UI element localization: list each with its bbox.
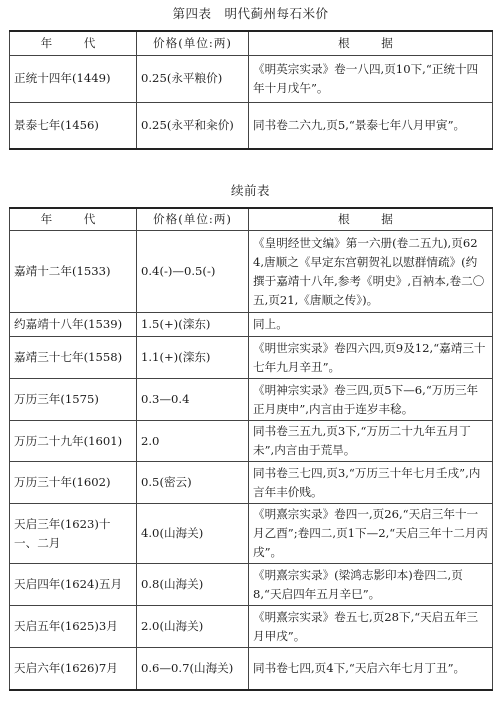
cell-period: 约嘉靖十八年(1539): [10, 313, 137, 337]
table-header-row: [10, 31, 493, 55]
header-source: 根 据: [249, 31, 493, 55]
table-row: [10, 55, 493, 102]
table-row: [10, 462, 493, 504]
cell-price: 0.5(密云): [137, 462, 249, 504]
cell-period: 嘉靖三十七年(1558): [10, 337, 137, 379]
cell-source: 《明熹宗实录》(梁鸿志影印本)卷四二,页8,“天启四年五月辛巳”。: [249, 564, 493, 606]
cell-period: 景泰七年(1456): [10, 102, 137, 149]
table-row: [10, 648, 493, 690]
cell-period: 万历二十九年(1601): [10, 421, 137, 462]
table-row: [10, 421, 493, 462]
cell-source: 同书卷三七四,页3,“万历三十年七月壬戌”,内言年丰价贱。: [249, 462, 493, 504]
cell-source: 同上。: [249, 313, 493, 337]
cell-source: 同书卷二六九,页5,“景泰七年八月甲寅”。: [249, 102, 493, 149]
cell-period: 万历三十年(1602): [10, 462, 137, 504]
cell-price: 1.5(+)(滦东): [137, 313, 249, 337]
cell-source: 《明世宗实录》卷四六四,页9及12,“嘉靖三十七年九月辛丑”。: [249, 337, 493, 379]
cell-period: 天启六年(1626)7月: [10, 648, 137, 690]
cell-price: 0.25(永平和籴价): [137, 102, 249, 149]
table-header-row: [10, 208, 493, 231]
cell-source: 《皇明经世文编》第一六册(卷二五九),页624,唐顺之《早定东宫朝贺礼以慰群情疏》(约撰于嘉靖十八年,参考《明史》,百衲本,卷二〇五,页21,《唐顺之传》)。: [249, 231, 493, 313]
table2-caption: 续前表: [230, 183, 270, 198]
table-row: [10, 337, 493, 379]
cell-source: 《明熹宗实录》卷四一,页26,“天启三年十一月乙酉”;卷四二,页1下—2,“天启三年十二月丙戌”。: [249, 504, 493, 564]
cell-price: 2.0: [137, 421, 249, 462]
header-price: 价格(单位:两): [137, 31, 249, 55]
table-row: [10, 102, 493, 149]
cell-price: 0.25(永平粮价): [137, 55, 249, 102]
header-source: 根 据: [249, 208, 493, 231]
cell-source: 《明熹宗实录》卷五七,页28下,“天启五年三月甲戌”。: [249, 606, 493, 648]
cell-price: 0.8(山海关): [137, 564, 249, 606]
cell-price: 0.4(-)—0.5(-): [137, 231, 249, 313]
cell-period: 正统十四年(1449): [10, 55, 137, 102]
cell-price: 0.6—0.7(山海关): [137, 648, 249, 690]
header-period: 年 代: [10, 31, 137, 55]
cell-source: 《明神宗实录》卷三四,页5下—6,“万历三年正月庚申”,内言由于连岁丰稔。: [249, 379, 493, 421]
rice-price-table-continued: [9, 207, 493, 691]
table-row: [10, 313, 493, 337]
cell-period: 万历三年(1575): [10, 379, 137, 421]
table1-caption: 第四表 明代蓟州每石米价: [172, 6, 329, 21]
table-row: [10, 606, 493, 648]
rice-price-table: [9, 30, 493, 150]
header-price: 价格(单位:两): [137, 208, 249, 231]
cell-price: 1.1(+)(滦东): [137, 337, 249, 379]
cell-price: 4.0(山海关): [137, 504, 249, 564]
table-row: [10, 231, 493, 313]
table-row: [10, 504, 493, 564]
cell-source: 同书卷三五九,页3下,“万历二十九年五月丁未”,内言由于荒旱。: [249, 421, 493, 462]
header-period: 年 代: [10, 208, 137, 231]
cell-period: 天启四年(1624)五月: [10, 564, 137, 606]
cell-period: 天启三年(1623)十一、二月: [10, 504, 137, 564]
cell-period: 嘉靖十二年(1533): [10, 231, 137, 313]
cell-source: 同书卷七四,页4下,“天启六年七月丁丑”。: [249, 648, 493, 690]
cell-price: 0.3—0.4: [137, 379, 249, 421]
table-row: [10, 564, 493, 606]
cell-source: 《明英宗实录》卷一八四,页10下,“正统十四年十月戊午”。: [249, 55, 493, 102]
cell-period: 天启五年(1625)3月: [10, 606, 137, 648]
table-row: [10, 379, 493, 421]
cell-price: 2.0(山海关): [137, 606, 249, 648]
